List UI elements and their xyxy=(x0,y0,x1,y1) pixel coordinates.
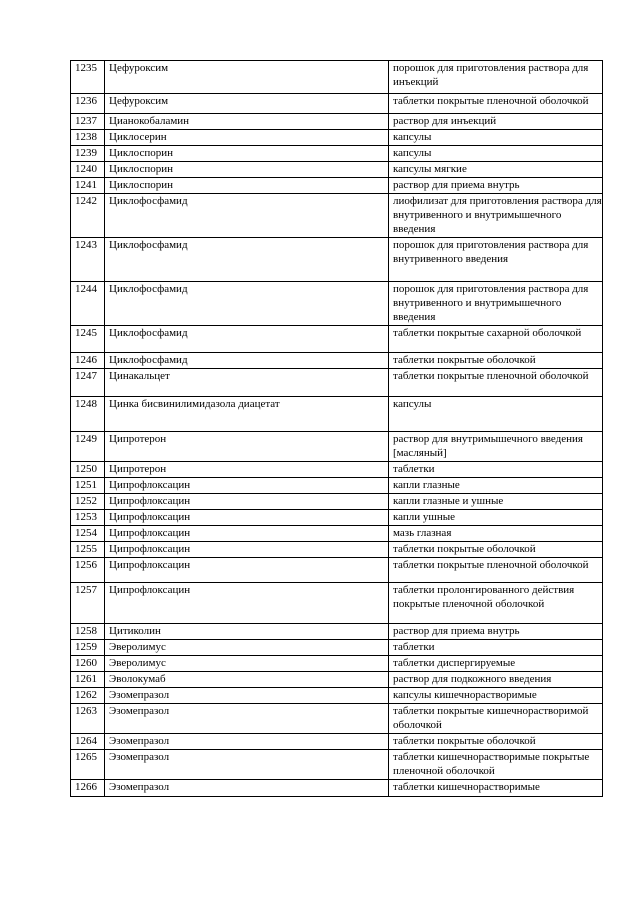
row-number: 1245 xyxy=(71,326,105,353)
table-row xyxy=(71,583,603,624)
table-row xyxy=(71,114,603,130)
dosage-form: капли глазные xyxy=(389,478,603,494)
drug-name: Эзомепразол xyxy=(105,734,389,750)
table-row xyxy=(71,656,603,672)
table-row xyxy=(71,688,603,704)
row-number: 1254 xyxy=(71,526,105,542)
row-number: 1262 xyxy=(71,688,105,704)
row-number: 1260 xyxy=(71,656,105,672)
dosage-form: таблетки покрытые оболочкой xyxy=(389,542,603,558)
row-number: 1252 xyxy=(71,494,105,510)
table-row xyxy=(71,510,603,526)
row-number: 1248 xyxy=(71,397,105,432)
row-number: 1251 xyxy=(71,478,105,494)
table-row xyxy=(71,146,603,162)
dosage-form: таблетки покрытые пленочной оболочкой xyxy=(389,94,603,114)
dosage-form: таблетки покрытые пленочной оболочкой xyxy=(389,369,603,397)
dosage-form: лиофилизат для приготовления раствора для внутривенного и внутримышечного введения xyxy=(389,194,603,238)
drug-name: Ципрофлоксацин xyxy=(105,558,389,583)
table-row xyxy=(71,558,603,583)
row-number: 1239 xyxy=(71,146,105,162)
drug-name: Ципрофлоксацин xyxy=(105,478,389,494)
row-number: 1250 xyxy=(71,462,105,478)
drug-name: Циклоспорин xyxy=(105,162,389,178)
dosage-form: капли ушные xyxy=(389,510,603,526)
drug-name: Ципрофлоксацин xyxy=(105,526,389,542)
row-number: 1256 xyxy=(71,558,105,583)
drug-name: Циклофосфамид xyxy=(105,282,389,326)
dosage-form: таблетки покрытые кишечнорастворимой оболочкой xyxy=(389,704,603,734)
dosage-form: порошок для приготовления раствора для внутривенного введения xyxy=(389,238,603,282)
drug-name: Цефуроксим xyxy=(105,94,389,114)
drug-name: Циклофосфамид xyxy=(105,194,389,238)
row-number: 1235 xyxy=(71,61,105,94)
drug-name: Эзомепразол xyxy=(105,688,389,704)
table-row xyxy=(71,238,603,282)
table-row xyxy=(71,194,603,238)
drug-name: Цинка бисвинилимидазола диацетат xyxy=(105,397,389,432)
drug-table-body xyxy=(71,61,603,797)
row-number: 1249 xyxy=(71,432,105,462)
drug-name: Циклоспорин xyxy=(105,146,389,162)
table-row xyxy=(71,282,603,326)
dosage-form: раствор для внутримышечного введения [масляный] xyxy=(389,432,603,462)
table-row xyxy=(71,704,603,734)
table-row xyxy=(71,432,603,462)
table-row xyxy=(71,640,603,656)
drug-name: Циклофосфамид xyxy=(105,326,389,353)
drug-name: Эверолимус xyxy=(105,640,389,656)
table-row xyxy=(71,397,603,432)
table-row xyxy=(71,542,603,558)
row-number: 1266 xyxy=(71,780,105,797)
table-row xyxy=(71,750,603,780)
row-number: 1236 xyxy=(71,94,105,114)
drug-name: Эзомепразол xyxy=(105,704,389,734)
row-number: 1261 xyxy=(71,672,105,688)
row-number: 1247 xyxy=(71,369,105,397)
row-number: 1244 xyxy=(71,282,105,326)
dosage-form: капли глазные и ушные xyxy=(389,494,603,510)
drug-name: Эволокумаб xyxy=(105,672,389,688)
dosage-form: таблетки кишечнорастворимые xyxy=(389,780,603,797)
dosage-form: капсулы xyxy=(389,397,603,432)
row-number: 1255 xyxy=(71,542,105,558)
dosage-form: таблетки покрытые оболочкой xyxy=(389,734,603,750)
row-number: 1246 xyxy=(71,353,105,369)
table-row xyxy=(71,326,603,353)
dosage-form: раствор для подкожного введения xyxy=(389,672,603,688)
drug-name: Циклосерин xyxy=(105,130,389,146)
dosage-form: мазь глазная xyxy=(389,526,603,542)
dosage-form: таблетки xyxy=(389,640,603,656)
dosage-form: капсулы xyxy=(389,130,603,146)
row-number: 1238 xyxy=(71,130,105,146)
drug-name: Ципротерон xyxy=(105,432,389,462)
dosage-form: порошок для приготовления раствора для внутривенного и внутримышечного введения xyxy=(389,282,603,326)
dosage-form: капсулы xyxy=(389,146,603,162)
dosage-form: раствор для приема внутрь xyxy=(389,624,603,640)
dosage-form: порошок для приготовления раствора для инъекций xyxy=(389,61,603,94)
drug-name: Циклофосфамид xyxy=(105,238,389,282)
dosage-form: таблетки покрытые сахарной оболочкой xyxy=(389,326,603,353)
dosage-form: капсулы кишечнорастворимые xyxy=(389,688,603,704)
table-row xyxy=(71,178,603,194)
dosage-form: таблетки диспергируемые xyxy=(389,656,603,672)
table-row xyxy=(71,353,603,369)
row-number: 1259 xyxy=(71,640,105,656)
table-row xyxy=(71,130,603,146)
dosage-form: таблетки кишечнорастворимые покрытые пленочной оболочкой xyxy=(389,750,603,780)
table-row xyxy=(71,780,603,797)
dosage-form: таблетки пролонгированного действия покрытые пленочной оболочкой xyxy=(389,583,603,624)
dosage-form: раствор для инъекций xyxy=(389,114,603,130)
dosage-form: таблетки покрытые пленочной оболочкой xyxy=(389,558,603,583)
drug-name: Цитиколин xyxy=(105,624,389,640)
drug-name: Цинакальцет xyxy=(105,369,389,397)
row-number: 1257 xyxy=(71,583,105,624)
row-number: 1243 xyxy=(71,238,105,282)
drug-name: Циклофосфамид xyxy=(105,353,389,369)
row-number: 1240 xyxy=(71,162,105,178)
drug-name: Циклоспорин xyxy=(105,178,389,194)
table-row xyxy=(71,494,603,510)
table-row xyxy=(71,672,603,688)
row-number: 1258 xyxy=(71,624,105,640)
row-number: 1241 xyxy=(71,178,105,194)
row-number: 1264 xyxy=(71,734,105,750)
table-row xyxy=(71,94,603,114)
drug-name: Цианокобаламин xyxy=(105,114,389,130)
drug-name: Ципротерон xyxy=(105,462,389,478)
drug-name: Цефуроксим xyxy=(105,61,389,94)
table-row xyxy=(71,478,603,494)
table-row xyxy=(71,526,603,542)
dosage-form: таблетки xyxy=(389,462,603,478)
table-row xyxy=(71,369,603,397)
row-number: 1253 xyxy=(71,510,105,526)
row-number: 1263 xyxy=(71,704,105,734)
drug-name: Ципрофлоксацин xyxy=(105,494,389,510)
drug-name: Эверолимус xyxy=(105,656,389,672)
table-row xyxy=(71,61,603,94)
drug-name: Эзомепразол xyxy=(105,780,389,797)
table-row xyxy=(71,624,603,640)
drug-name: Ципрофлоксацин xyxy=(105,583,389,624)
dosage-form: таблетки покрытые оболочкой xyxy=(389,353,603,369)
dosage-form: капсулы мягкие xyxy=(389,162,603,178)
drug-name: Эзомепразол xyxy=(105,750,389,780)
dosage-form: раствор для приема внутрь xyxy=(389,178,603,194)
row-number: 1265 xyxy=(71,750,105,780)
table-row xyxy=(71,462,603,478)
row-number: 1237 xyxy=(71,114,105,130)
drug-name: Ципрофлоксацин xyxy=(105,510,389,526)
table-row xyxy=(71,734,603,750)
drug-table xyxy=(70,60,603,797)
row-number: 1242 xyxy=(71,194,105,238)
drug-name: Ципрофлоксацин xyxy=(105,542,389,558)
table-row xyxy=(71,162,603,178)
